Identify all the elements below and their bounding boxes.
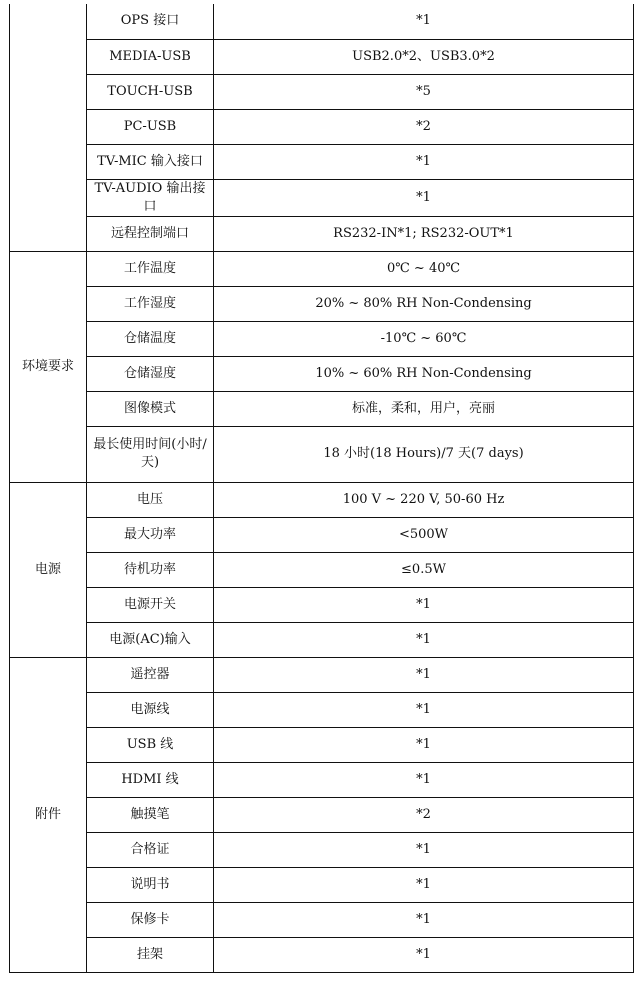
table-row — [10, 937, 634, 972]
table-row — [10, 762, 634, 797]
table-row — [10, 902, 634, 937]
spec-value-cell: 10% ~ 60% RH Non-Condensing — [214, 356, 634, 391]
table-row — [10, 587, 634, 622]
spec-name-cell: 电源开关 — [87, 587, 214, 622]
spec-value-cell: 18 小时(18 Hours)/7 天(7 days) — [214, 426, 634, 482]
table-row — [10, 216, 634, 251]
table-row — [10, 286, 634, 321]
table-row — [10, 832, 634, 867]
spec-name-cell: OPS 接口 — [87, 4, 214, 39]
spec-value-cell: <500W — [214, 517, 634, 552]
spec-name-cell: 合格证 — [87, 832, 214, 867]
table-row — [10, 356, 634, 391]
table-row — [10, 692, 634, 727]
category-cell: 电源 — [10, 482, 87, 657]
spec-name-cell: HDMI 线 — [87, 762, 214, 797]
table-row — [10, 482, 634, 517]
spec-value-cell: RS232-IN*1; RS232-OUT*1 — [214, 216, 634, 251]
spec-value-cell: *1 — [214, 902, 634, 937]
spec-name-cell: 最大功率 — [87, 517, 214, 552]
spec-name-cell: 遥控器 — [87, 657, 214, 692]
spec-name-cell: 触摸笔 — [87, 797, 214, 832]
spec-value-cell: USB2.0*2、USB3.0*2 — [214, 39, 634, 74]
spec-name-cell: 工作温度 — [87, 251, 214, 286]
table-row — [10, 657, 634, 692]
spec-value-cell: 100 V ~ 220 V, 50-60 Hz — [214, 482, 634, 517]
table-row — [10, 727, 634, 762]
spec-value-cell: 20% ~ 80% RH Non-Condensing — [214, 286, 634, 321]
spec-name-cell: 电压 — [87, 482, 214, 517]
spec-name-cell: USB 线 — [87, 727, 214, 762]
spec-table — [9, 4, 634, 973]
spec-value-cell: *1 — [214, 832, 634, 867]
spec-name-cell: 说明书 — [87, 867, 214, 902]
spec-name-cell: TV-AUDIO 输出接口 — [87, 179, 214, 216]
spec-value-cell: 标准，柔和，用户，亮丽 — [214, 391, 634, 426]
spec-name-cell: MEDIA-USB — [87, 39, 214, 74]
spec-value-cell: *1 — [214, 937, 634, 972]
spec-name-cell: 图像模式 — [87, 391, 214, 426]
spec-value-cell: *1 — [214, 867, 634, 902]
spec-value-cell: *1 — [214, 692, 634, 727]
spec-name-cell: PC-USB — [87, 109, 214, 144]
table-row — [10, 109, 634, 144]
category-cell: 环境要求 — [10, 251, 87, 482]
category-cell — [10, 4, 87, 251]
spec-name-cell: 电源线 — [87, 692, 214, 727]
spec-value-cell: *1 — [214, 622, 634, 657]
spec-name-cell: 电源(AC)输入 — [87, 622, 214, 657]
table-row — [10, 622, 634, 657]
spec-value-cell: *2 — [214, 797, 634, 832]
spec-value-cell: *5 — [214, 74, 634, 109]
spec-value-cell: *1 — [214, 587, 634, 622]
spec-value-cell: ≤0.5W — [214, 552, 634, 587]
table-row — [10, 179, 634, 216]
spec-value-cell: *1 — [214, 179, 634, 216]
spec-value-cell: *1 — [214, 144, 634, 179]
spec-name-cell: 仓储温度 — [87, 321, 214, 356]
table-row — [10, 552, 634, 587]
table-row — [10, 4, 634, 39]
spec-name-cell: TOUCH-USB — [87, 74, 214, 109]
spec-name-cell: 远程控制端口 — [87, 216, 214, 251]
category-cell: 附件 — [10, 657, 87, 972]
spec-name-cell: 保修卡 — [87, 902, 214, 937]
table-row — [10, 39, 634, 74]
spec-value-cell: *1 — [214, 657, 634, 692]
spec-name-cell: TV-MIC 输入接口 — [87, 144, 214, 179]
spec-name-cell: 待机功率 — [87, 552, 214, 587]
spec-name-cell: 挂架 — [87, 937, 214, 972]
spec-name-cell: 工作湿度 — [87, 286, 214, 321]
table-row — [10, 797, 634, 832]
spec-name-cell: 最长使用时间(小时/天) — [87, 426, 214, 482]
table-row — [10, 321, 634, 356]
spec-value-cell: *2 — [214, 109, 634, 144]
table-row — [10, 74, 634, 109]
table-row — [10, 144, 634, 179]
spec-table-body — [10, 4, 634, 972]
table-row — [10, 867, 634, 902]
spec-value-cell: *1 — [214, 762, 634, 797]
spec-value-cell: -10℃ ~ 60℃ — [214, 321, 634, 356]
table-row — [10, 391, 634, 426]
table-row — [10, 426, 634, 482]
spec-name-cell: 仓储湿度 — [87, 356, 214, 391]
spec-value-cell: 0℃ ~ 40℃ — [214, 251, 634, 286]
table-row — [10, 251, 634, 286]
spec-value-cell: *1 — [214, 4, 634, 39]
spec-value-cell: *1 — [214, 727, 634, 762]
table-row — [10, 517, 634, 552]
